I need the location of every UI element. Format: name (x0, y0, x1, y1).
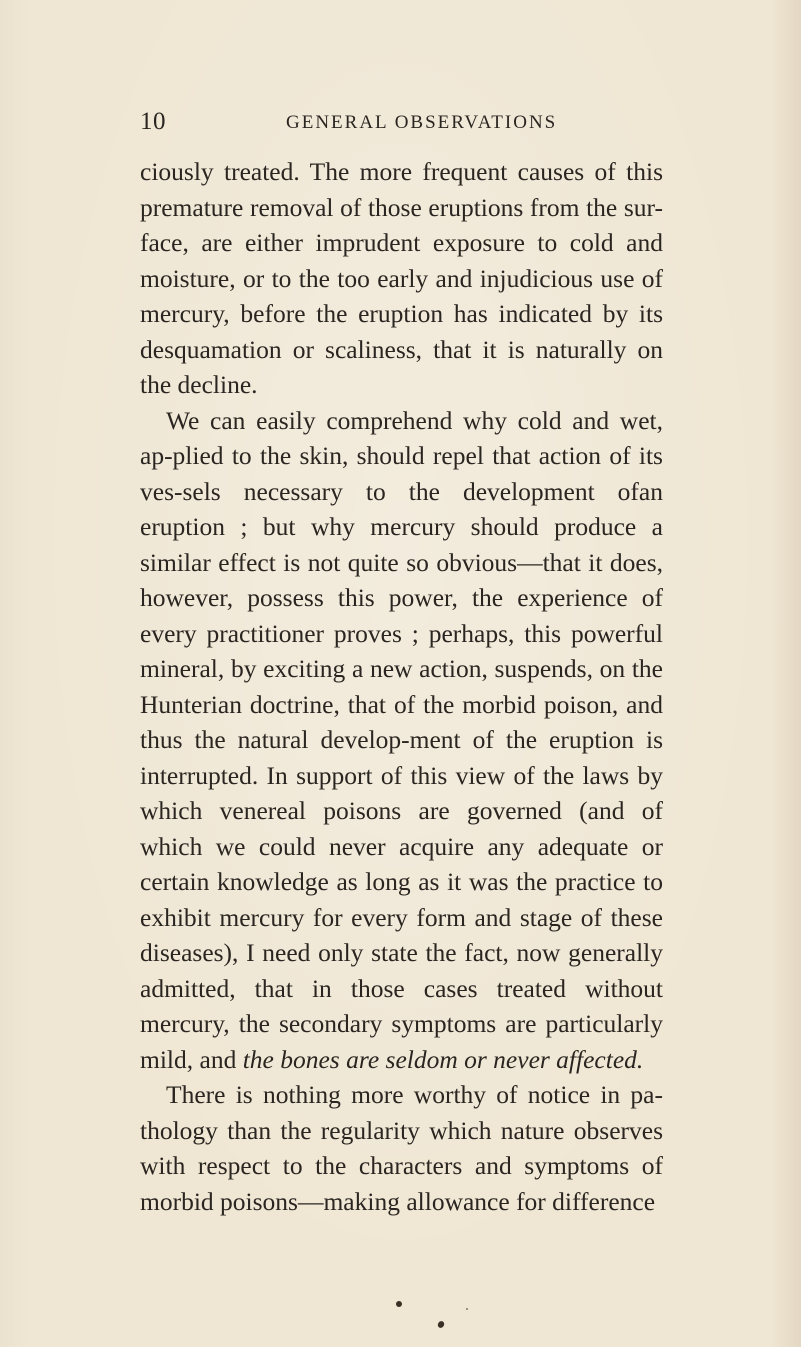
page-header (0, 108, 801, 144)
paragraph-2-italic: the bones are seldom or never affected. (242, 1044, 644, 1074)
running-head: GENERAL OBSERVATIONS (286, 112, 558, 133)
body-text (140, 154, 663, 1219)
paragraph-3: There is nothing more worthy of notice in pa-thology than the regularity which nature observes with respect to the characters and symptoms of morbid poisons—making allowance for difference (140, 1080, 663, 1216)
ink-speck (437, 1320, 446, 1329)
paragraph-2-text: We can easily comprehend why cold and wet, ap-plied to the skin, should repel that action of its ves-sels necessary to the development ofan eruption ; but why mercury should produce a similar effect is not quite so obvious—that it does, however, possess this power, the experience of every practitioner proves ; perhaps, this powerful mineral, by exciting a new action, suspends, on the Hunterian doctrine, that of the morbid poison, and thus the natural develop-ment of the eruption is interrupted. In support of this view of the laws by which venereal poisons are governed (and of which we could never acquire any adequate or certain knowledge as long as it was the practice to exhibit mercury for every form and stage of these diseases), I need only state the fact, now generally admitted, that in those cases treated without mercury, the secondary symptoms are particularly mild, and (140, 405, 663, 1074)
paragraph-2 (140, 403, 663, 1078)
ink-speck (466, 1308, 468, 1310)
page-number: 10 (140, 108, 166, 135)
paragraph-1: ciously treated. The more frequent causes of this premature removal of those eruptions from the sur-face, are either imprudent exposure to cold and moisture, or to the too early and injudicious use of mercury, before the eruption has indicated by its desquamation or scaliness, that it is naturally on the decline. (140, 157, 663, 399)
ink-speck (396, 1301, 402, 1307)
